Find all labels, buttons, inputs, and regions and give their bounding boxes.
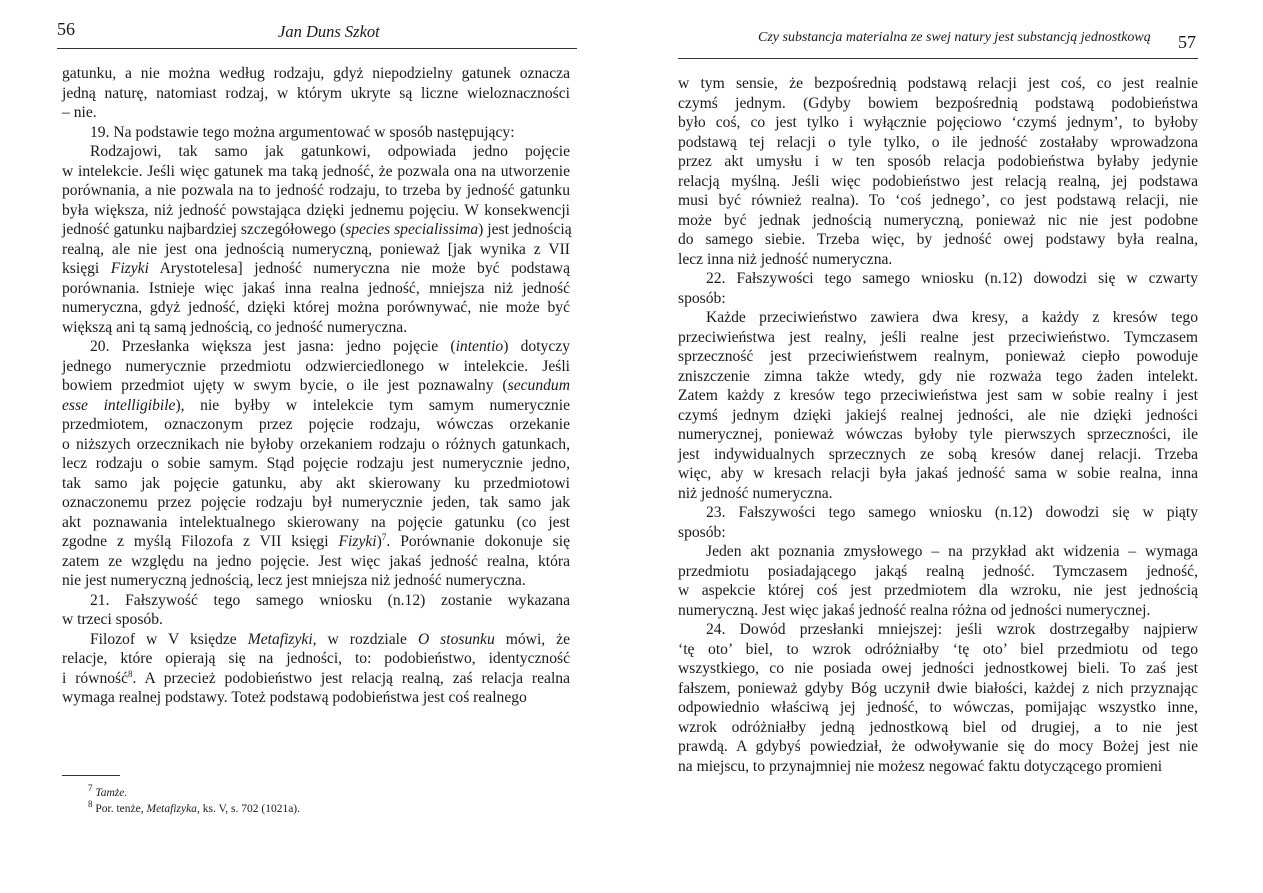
text-line: – nie.: [62, 104, 97, 121]
text-line: Rodzajowi, tak samo jak gatunkowi, odpowiada jedno pojęcie: [90, 143, 570, 160]
text-line: jedną naturę, natomiast rodzaj, w którym ukryte są liczne wieloznaczności: [62, 84, 570, 102]
text-line: o niższych orzecznikach nie byłoby orzekaniem rodzaju o różnych gatunkach,: [62, 435, 570, 453]
text-line: tak samo jak pojęcie gatunku, aby akt skierowany ku przedmiotowi: [62, 474, 570, 492]
text-line: może być jednak jednością numeryczną, ponieważ nic nie jest podobne: [678, 211, 1198, 229]
text-line: nie jest numeryczną jednością, lecz jest mniejsza niż jedność numeryczna.: [62, 572, 526, 589]
running-head: Jan Duns Szkot: [278, 22, 380, 41]
text-line: większą ani tą samą jednością, co jedność numeryczna.: [62, 318, 408, 336]
text-line: niż jedność numeryczna.: [678, 484, 833, 502]
footnote: $^8$ Por. tenże, Metafizyka, ks. V, s. 702 (1021a).: [88, 799, 301, 815]
text-line: wszystkiego, co nie posiada owej jedności jednostkowej bieli. To zaś jest: [678, 660, 1198, 677]
text-line: oznaczonemu przez pojęcie rodzaju był numerycznie jeden, tak samo jak: [62, 494, 570, 511]
text-line: w tym sensie, że bezpośrednią podstawą relacji jest coś, co jest realnie: [678, 75, 1198, 92]
text-line: odpowiednio właściwą jej jedność, to wówczas, pomijając wszystko inne,: [678, 699, 1198, 716]
text-line: wymaga realnej podstawy. Toteż podstawą podobieństwa jest coś realnego: [62, 689, 527, 706]
text-line: księgi Fizyki Arystotelesa] jedność numeryczna nie może być podstawą: [62, 260, 570, 277]
text-line: Każde przeciwieństwo zawiera dwa kresy, a każdy z kresów tego: [706, 309, 1198, 326]
text-line: numeryczną. Jest więc jakaś jedność realna różna od jedności numerycznej.: [678, 601, 1151, 619]
text-line: gatunku, a nie można według rodzaju, gdyż niepodzielny gatunek oznacza: [62, 65, 570, 82]
text-line: 22. Fałszywości tego samego wniosku (n.12) dowodzi się w czwarty: [706, 270, 1198, 287]
text-line: sposób:: [678, 289, 726, 307]
text-line: 19. Na podstawie tego można argumentować w sposób następujący:: [90, 123, 515, 141]
text-line: więc, aby w kresach relacji była jakaś jedność sama w sobie realna, inna: [678, 465, 1198, 482]
right-page: [632, 0, 1263, 893]
text-line: przedmiotu posiadającego jakąś realną jedność. Tymczasem jedność,: [678, 562, 1198, 580]
text-line: relacją myślną. Jeśli więc podobieństwo jest relacją realną, jej podstawa: [678, 172, 1198, 190]
text-line: prawdą. A gdybyś powiedział, że odwoływanie się do mocy Bożej jest nie: [678, 738, 1198, 755]
text-line: i równość$^8$. A przecież podobieństwo jest relacją realną, zaś relacja realna: [62, 668, 570, 687]
text-line: przez akt umysłu i w ten sposób relacja podobieństwa byłaby jedynie: [678, 153, 1198, 170]
text-line: Filozof w V księdze Metafizyki, w rozdziale O stosunku mówi, że: [90, 630, 570, 648]
text-line: bowiem przedmiot ujęty w swym bycie, o ile jest poznawalny (secundum: [62, 377, 570, 394]
text-line: na miejscu, to przynajmniej nie możesz negować faktu dotyczącego promieni: [678, 757, 1163, 775]
text-line: porównania. Istnieje więc jakaś inna realna jedność, mniejsza niż jedność: [62, 279, 570, 297]
text-line: porównania, a nie pozwala na to jedność rodzaju, to trzeba by jedność gatunku: [62, 182, 570, 199]
text-line: realną, ale nie jest ona jednością numeryczną, ponieważ [jak wynika z VII: [62, 240, 570, 258]
body-text: [678, 74, 1198, 776]
text-line: jedność gatunku najbardziej szczegółowego (species specialissima) jest jednością: [62, 221, 572, 238]
text-line: musi być również realna). To ‘coś jednego’, co jest podstawą relacji, nie: [678, 192, 1198, 209]
text-line: 24. Dowód przesłanki mniejszej: jeśli wzrok dostrzegałby najpierw: [706, 621, 1198, 638]
text-line: przeciwieństwa jest realny, jeśli realne jest przeciwieństwo. Tymczasem: [678, 328, 1198, 346]
page-number: 56: [57, 19, 75, 39]
header-rule: [678, 58, 1198, 59]
text-line: 20. Przesłanka większa jest jasna: jedno pojęcie (intentio) dotyczy: [90, 338, 570, 355]
text-line: jednego numerycznie przedmiotu odzwierciedlonego w intelekcie. Jeśli: [62, 357, 570, 375]
footnote: $^7$ Tamże.: [88, 783, 128, 799]
text-line: zatem ze względu na jedno pojęcie. Jest więc jakaś jedność realna, która: [62, 552, 570, 570]
text-line: sposób:: [678, 523, 726, 541]
text-line: było coś, co jest tylko i wyłącznie pojęciowo ‘czymś jednym’, to byłoby: [678, 114, 1198, 131]
text-line: podstawą tej relacji o tyle tylko, o ile jedność zostałaby wprowadzona: [678, 133, 1198, 151]
text-line: relacje, które opierają się na jedności, to: podobieństwo, identyczność: [62, 650, 570, 667]
text-line: Zatem każdy z kresów tego przeciwieństwa jest sam w sobie realny i jest: [678, 387, 1198, 404]
header-rule: [57, 48, 577, 49]
text-line: ‘tę oto’ biel, to wzrok odróżniałby ‘tę oto’ biel przedmiotu od tego: [678, 640, 1198, 658]
text-line: do samego siebie. Trzeba więc, by jedność owej podstawy była realna,: [678, 231, 1198, 248]
text-line: Jeden akt poznania zmysłowego – na przykład akt widzenia – wymaga: [706, 543, 1198, 560]
text-line: w intelekcie. Jeśli więc gatunek ma taką jedność, że pozwala ona na utworzenie: [62, 162, 570, 180]
running-head: Czy substancja materialna ze swej natury jest substancją jednostkową: [758, 30, 1151, 45]
text-line: numerycznej, ponieważ wówczas byłoby tyle pierwszych sprzeczności, ile: [678, 426, 1198, 443]
text-line: wzrok odróżniałby jedną jednostkową biel od drugiej, a to nie jest: [678, 718, 1198, 736]
text-line: zgodne z myślą Filozofa z VII księgi Fizyki)$^7$. Porównanie dokonuje się: [62, 531, 570, 550]
text-line: była większa, niż jedność powstająca dzięki jednemu pojęciu. W konsekwencji: [62, 201, 570, 219]
text-line: w trzeci sposób.: [62, 611, 163, 628]
text-line: czymś jednym dzięki jakiejś realnej jedności, ale nie dzięki jedności: [678, 406, 1198, 424]
text-line: 23. Fałszywości tego samego wniosku (n.12) dowodzi się w piąty: [706, 504, 1198, 521]
text-line: akt poznawania intelektualnego skierowany na pojęcie gatunku (co jest: [62, 513, 570, 531]
text-line: sprzeczność jest przeciwieństwem realnym, ponieważ ciepło powoduje: [678, 348, 1198, 365]
footnote-rule: [62, 775, 120, 776]
text-line: fałszem, ponieważ gdyby Bóg uczynił dwie białości, każdej z nich przyznając: [678, 679, 1198, 697]
text-line: numeryczna, gdyż jedność, dzięki której można porównywać, nie może być: [62, 299, 570, 316]
page-number: 57: [1178, 32, 1196, 52]
text-line: esse intelligibile), nie byłby w intelekcie tym samym numerycznie: [62, 396, 570, 414]
text-line: 21. Fałszywość tego samego wniosku (n.12) zostanie wykazana: [90, 591, 570, 609]
body-text: [62, 64, 570, 708]
text-line: zniszczenie zimna także wtedy, gdy nie rozważa tego żaden intelekt.: [678, 367, 1198, 385]
text-line: lecz rodzaju o sobie samym. Stąd pojęcie rodzaju jest numerycznie jedno,: [62, 455, 570, 472]
text-line: przedmiotem, oznaczonym przez pojęcie rodzaju, wówczas orzekanie: [62, 416, 570, 433]
text-line: jest indywidualnych sprzecznych ze sobą kresów danej relacji. Trzeba: [678, 445, 1198, 463]
text-line: w aspekcie której coś jest przedmiotem dla wzroku, nie jest jednością: [678, 582, 1198, 599]
text-line: czymś jednym. (Gdyby bowiem bezpośrednią podstawą podobieństwa: [678, 94, 1198, 112]
text-line: lecz inna niż jedność numeryczna.: [678, 250, 893, 268]
